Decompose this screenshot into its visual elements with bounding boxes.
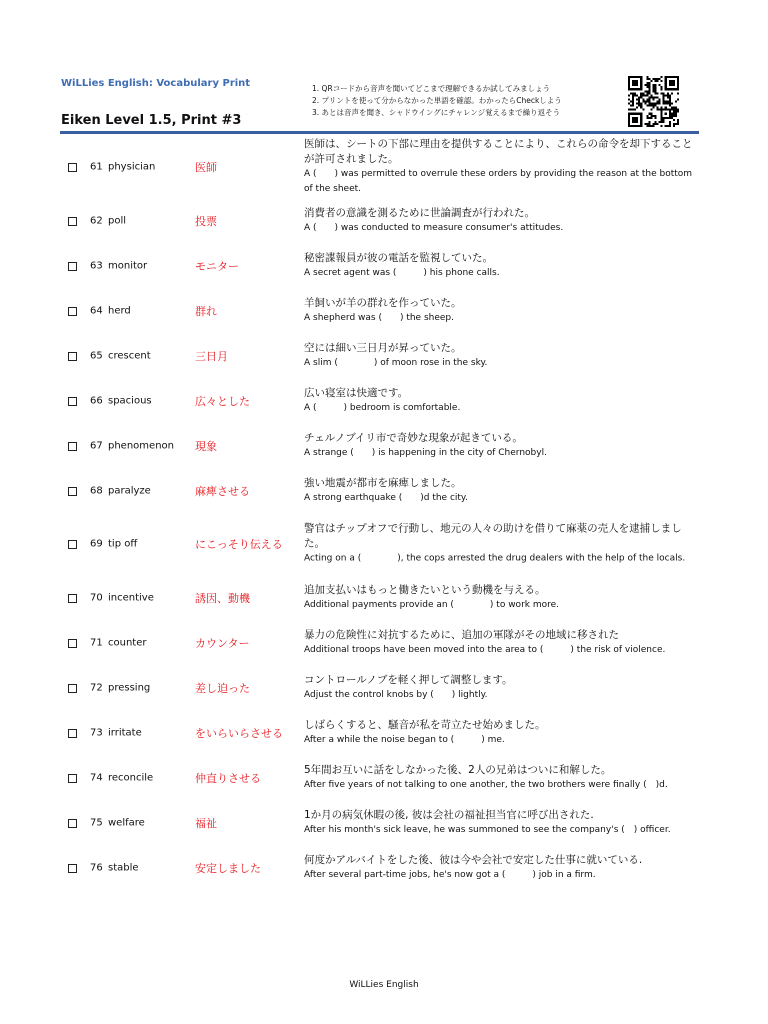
english-word: herd [108, 305, 131, 316]
sentence-english: After his month's sick leave, he was summoned to see the company's ( ) officer. [304, 824, 671, 835]
check-box[interactable] [68, 639, 77, 648]
sentence-english: After several part-time jobs, he's now got a ( ) job in a firm. [304, 869, 596, 880]
japanese-meaning: 誘因、動機 [195, 591, 250, 605]
sentence-english: A strange ( ) is happening in the city of Chernobyl. [304, 447, 547, 458]
check-box[interactable] [68, 774, 77, 783]
sentence-japanese: チェルノブイリ市で奇妙な現象が起きている。 [304, 431, 523, 444]
sentence-japanese: 空には細い三日月が昇っていた。 [304, 341, 462, 354]
sentence-english: After a while the noise began to ( ) me. [304, 734, 505, 745]
sentence-english: A slim ( ) of moon rose in the sky. [304, 357, 488, 368]
sentence-japanese: 強い地震が都市を麻痺しました。 [304, 476, 462, 489]
instruction-line: 3. あとは音声を聞き、シャドウイングにチャレンジ覚えるまで繰り返そう [312, 108, 561, 117]
item-number: 72 [90, 682, 103, 693]
sentence-english: Adjust the control knobs by ( ) lightly. [304, 689, 488, 700]
sentence-english: A ( ) was conducted to measure consumer's attitudes. [304, 222, 564, 233]
japanese-meaning: 麻痺させる [195, 484, 250, 498]
check-box[interactable] [68, 487, 77, 496]
item-number: 71 [90, 637, 103, 648]
example-sentences [304, 718, 696, 748]
japanese-meaning: 仲直りさせる [195, 771, 261, 785]
instructions [312, 83, 617, 119]
english-word: welfare [108, 817, 145, 828]
check-box[interactable] [68, 307, 77, 316]
item-number: 73 [90, 727, 103, 738]
sentence-japanese: 羊飼いが羊の群れを作っていた。 [304, 296, 462, 309]
check-box[interactable] [68, 540, 77, 549]
english-word: spacious [108, 395, 152, 406]
example-sentences [304, 137, 696, 197]
sentence-english: A strong earthquake ( )d the city. [304, 492, 468, 503]
japanese-meaning: 医師 [195, 161, 217, 174]
example-sentences [304, 251, 696, 281]
sentence-japanese: コントロールノブを軽く押して調整します。 [304, 673, 513, 686]
sentence-english: A ( ) was permitted to overrule these orders by providing the reason at the bottom of the sheet. [304, 169, 693, 194]
vocab-row [0, 845, 768, 890]
item-number: 76 [90, 862, 103, 873]
english-word: pressing [108, 682, 151, 693]
check-box[interactable] [68, 163, 77, 172]
item-number: 61 [90, 161, 103, 173]
check-box[interactable] [68, 442, 77, 451]
sentence-japanese: 消費者の意識を測るために世論調査が行われた。 [304, 206, 535, 219]
sentence-japanese: 秘密諜報員が彼の電話を監視していた。 [304, 251, 493, 264]
example-sentences [304, 628, 696, 658]
example-sentences [304, 206, 696, 236]
check-box[interactable] [68, 594, 77, 603]
sentence-english: Acting on a ( ), the cops arrested the drug dealers with the help of the locals. [304, 553, 686, 564]
sentence-japanese: しばらくすると、騒音が私を苛立たせ始めました。 [304, 718, 546, 731]
vocab-row [0, 288, 768, 333]
vocab-row [0, 513, 768, 575]
vocab-row [0, 333, 768, 378]
item-number: 63 [90, 260, 103, 271]
english-word: tip off [108, 538, 138, 550]
sentence-english: After five years of not talking to one another, the two brothers were finally ( )d. [304, 779, 668, 790]
example-sentences [304, 296, 696, 326]
check-box[interactable] [68, 262, 77, 271]
japanese-meaning: 差し迫った [195, 681, 250, 695]
print-title: Eiken Level 1.5, Print #3 [61, 113, 242, 128]
english-word: crescent [108, 350, 151, 361]
english-word: stable [108, 862, 139, 873]
header-divider [60, 131, 699, 134]
japanese-meaning: カウンター [195, 636, 250, 650]
check-box[interactable] [68, 729, 77, 738]
example-sentences [304, 583, 696, 613]
example-sentences [304, 763, 696, 793]
english-word: counter [108, 637, 147, 648]
example-sentences [304, 522, 696, 567]
check-box[interactable] [68, 819, 77, 828]
item-number: 74 [90, 772, 103, 783]
japanese-meaning: 現象 [195, 439, 217, 453]
vocab-row [0, 468, 768, 513]
check-box[interactable] [68, 684, 77, 693]
english-word: monitor [108, 260, 148, 271]
japanese-meaning: にこっそり伝える [195, 538, 283, 551]
english-word: phenomenon [108, 440, 174, 451]
vocab-row [0, 665, 768, 710]
item-number: 64 [90, 305, 103, 316]
sentence-japanese: 広い寝室は快適です。 [304, 386, 409, 399]
vocab-row [0, 243, 768, 288]
vocab-row [0, 136, 768, 198]
example-sentences [304, 431, 696, 461]
check-box[interactable] [68, 397, 77, 406]
check-box[interactable] [68, 217, 77, 226]
brand-label: WiLLies English: Vocabulary Print [61, 78, 251, 89]
japanese-meaning: 群れ [195, 304, 217, 318]
english-word: irritate [108, 727, 142, 738]
item-number: 68 [90, 485, 103, 496]
vocab-row [0, 198, 768, 243]
item-number: 62 [90, 215, 103, 226]
sentence-english: A shepherd was ( ) the sheep. [304, 312, 454, 323]
japanese-meaning: 投票 [195, 214, 217, 228]
sentence-japanese: 何度かアルバイトをした後、彼は今や会社で安定した仕事に就いている. [304, 853, 643, 866]
english-word: incentive [108, 592, 154, 603]
instruction-line: 1. QRコードから音声を聞いてどこまで理解できるか試してみましょう [312, 84, 551, 93]
check-box[interactable] [68, 864, 77, 873]
english-word: physician [108, 161, 156, 173]
check-box[interactable] [68, 352, 77, 361]
qr-code[interactable] [628, 76, 679, 127]
example-sentences [304, 853, 696, 883]
instruction-line: 2. プリントを使って分からなかった単語を確認。わかったらCheckしよう [312, 96, 562, 105]
item-number: 66 [90, 395, 103, 406]
example-sentences [304, 673, 696, 703]
english-word: poll [108, 215, 127, 226]
japanese-meaning: をいらいらさせる [195, 726, 283, 740]
vocab-row [0, 575, 768, 620]
sentence-japanese: 1か月の病気休暇の後, 彼は会社の福祉担当官に呼び出された. [304, 808, 594, 821]
sentence-english: A secret agent was ( ) his phone calls. [304, 267, 500, 278]
english-word: paralyze [108, 485, 151, 496]
item-number: 70 [90, 592, 103, 603]
japanese-meaning: モニター [195, 259, 239, 273]
sentence-japanese: 警官はチップオフで行動し、地元の人々の助けを借りて麻薬の売人を逮捕しました。 [304, 522, 682, 550]
vocab-row [0, 800, 768, 845]
vocab-row [0, 620, 768, 665]
vocab-row [0, 423, 768, 468]
vocab-row [0, 378, 768, 423]
sentence-japanese: 追加支払いはもっと働きたいという動機を与える。 [304, 583, 546, 596]
sentence-japanese: 医師は、シートの下部に理由を提供することにより、これらの命令を却下することが許可されました。 [304, 138, 693, 165]
sentence-english: Additional payments provide an ( ) to work more. [304, 599, 560, 610]
example-sentences [304, 476, 696, 506]
example-sentences [304, 341, 696, 371]
japanese-meaning: 広々とした [195, 394, 250, 408]
vocab-row [0, 755, 768, 800]
vocab-row [0, 710, 768, 755]
japanese-meaning: 安定しました [195, 861, 261, 875]
example-sentences [304, 386, 696, 416]
item-number: 69 [90, 538, 103, 550]
item-number: 65 [90, 350, 103, 361]
japanese-meaning: 三日月 [195, 349, 228, 363]
item-number: 75 [90, 817, 103, 828]
sentence-english: A ( ) bedroom is comfortable. [304, 402, 461, 413]
example-sentences [304, 808, 696, 838]
footer: WiLLies English [349, 980, 419, 990]
sentence-japanese: 5年間お互いに話をしなかった後、2人の兄弟はついに和解した。 [304, 763, 612, 776]
japanese-meaning: 福祉 [195, 816, 217, 830]
english-word: reconcile [108, 772, 154, 783]
sentence-english: Additional troops have been moved into the area to ( ) the risk of violence. [304, 644, 666, 655]
item-number: 67 [90, 440, 103, 451]
sentence-japanese: 暴力の危険性に対抗するために、追加の軍隊がその地域に移された [304, 628, 619, 641]
